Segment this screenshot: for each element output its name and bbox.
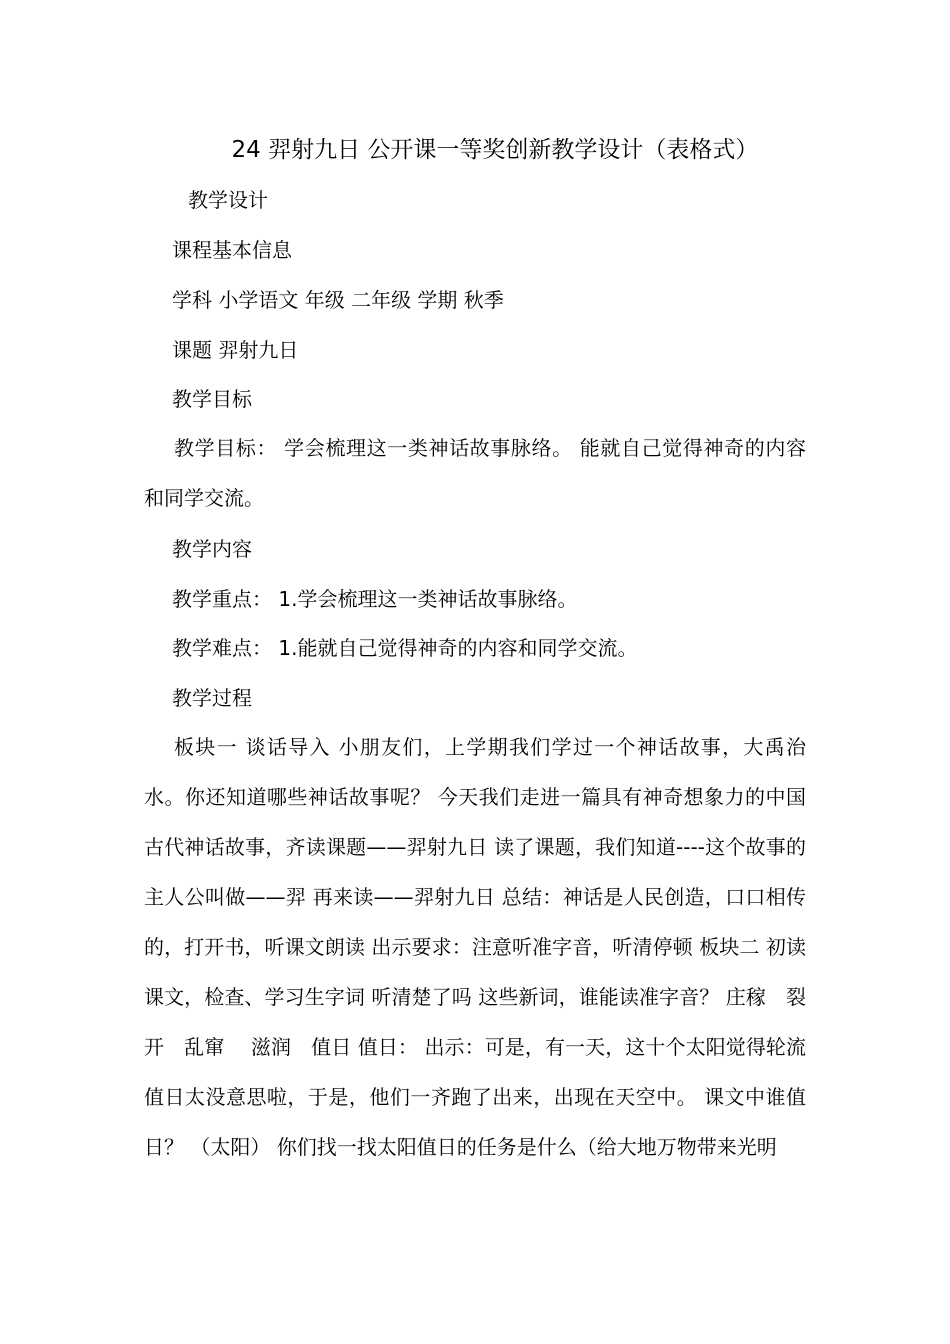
difficult-point-line: 教学难点： 1.能就自己觉得神奇的内容和同学交流。 [172,636,638,660]
heading-basic-info: 课程基本信息 [172,238,292,262]
heading-teaching-content: 教学内容 [172,537,252,561]
objectives-paragraph: 教学目标： 学会梳理这一类神话故事脉络。 能就自己觉得神奇的内容和同学交流。 [144,436,806,510]
lesson-topic-line: 课题 羿射九日 [172,338,299,362]
heading-teaching-design: 教学设计 [188,188,268,212]
document-title: 24 羿射九日 公开课一等奖创新教学设计（表格式） [231,137,759,163]
key-point-line: 教学重点： 1.学会梳理这一类神话故事脉络。 [172,587,578,611]
process-paragraph: 板块一 谈话导入 小朋友们，上学期我们学过一个神话故事，大禹治水。你还知道哪些神话故事呢？ 今天我们走进一篇具有神奇想象力的中国古代神话故事，齐读课题——羿射九日 读了课题，我们知道----这个故事的主人公叫做——羿 再来读——羿射九日 总结：神话是人民创造，口口相传的，打开书，听课文朗读 出示要求：注意听准字音，听清停顿 板块二 初读课文，检查、学习生字词 听清楚了吗 这些新词，谁能读准字音？ 庄稼 裂开 乱窜 滋润 值日 值日： 出示：可是，有一天，这十个太阳觉得轮流值日太没意思啦，于是，他们一齐跑了出来，出现在天空中。 课文中谁值日？ （太阳） 你们找一找太阳值日的任务是什么（给大地万物带来光明 [144,735,806,1159]
subject-grade-term-line: 学科 小学语文 年级 二年级 学期 秋季 [172,288,504,312]
heading-teaching-process: 教学过程 [172,686,252,710]
heading-objectives: 教学目标 [172,387,252,411]
